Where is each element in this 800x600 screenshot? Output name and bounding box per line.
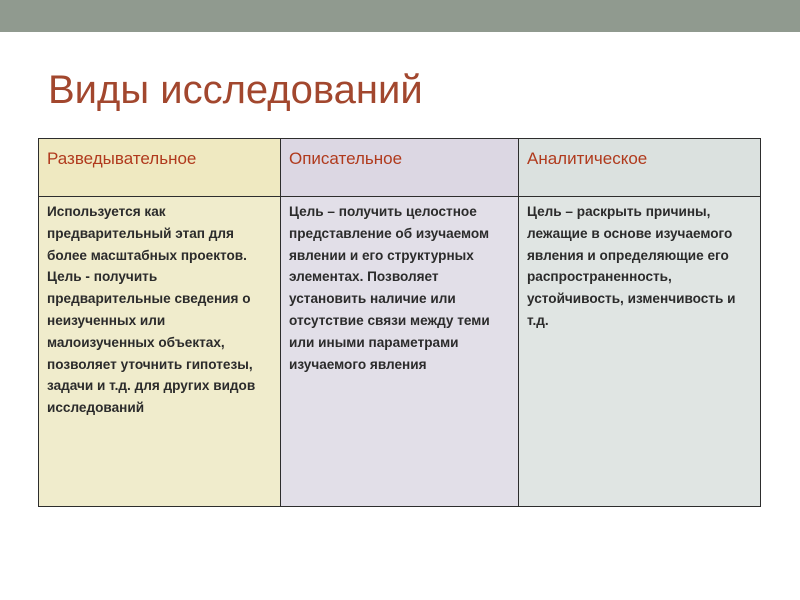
slide-title: Виды исследований [48, 68, 423, 112]
header-analytical: Аналитическое [519, 139, 761, 197]
cell-descriptive-description: Цель – получить целостное представление об изучаемом явлении и его структурных элементах. Позволяет установить наличие или отсутствие связи между теми или иными параметрами изучаемого явления [281, 197, 519, 507]
table-row [39, 197, 761, 507]
table-header-row [39, 139, 761, 197]
cell-analytical-description: Цель – раскрыть причины, лежащие в основе изучаемого явления и определяющие его распространенность, устойчивость, изменчивость и т.д. [519, 197, 761, 507]
header-exploratory: Разведывательное [39, 139, 281, 197]
cell-exploratory-description: Используется как предварительный этап для более масштабных проектов. Цель - получить предварительные сведения о неизученных или малоизученных объектах, позволяет уточнить гипотезы, задачи и т.д. для других видов исследований [39, 197, 281, 507]
header-descriptive: Описательное [281, 139, 519, 197]
top-decorative-bar [0, 0, 800, 32]
research-types-table [38, 138, 761, 507]
